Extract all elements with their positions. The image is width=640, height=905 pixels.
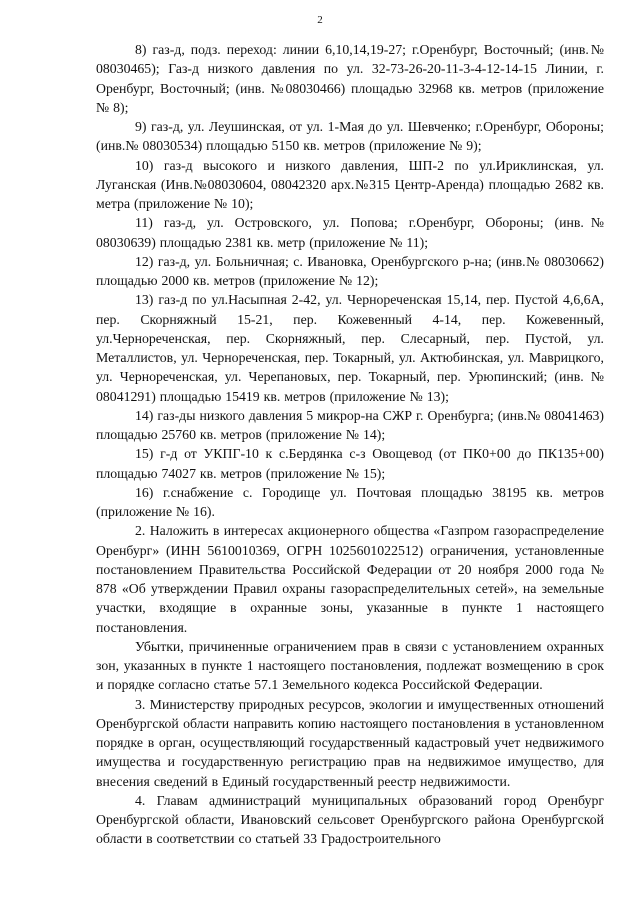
paragraph-item-10: 10) газ-д высокого и низкого давления, ШП-2 по ул.Ириклинская, ул. Луганская (Инв.№08030604, 08042320 арх.№315 Центр-Аренда) площадью 2682 кв. метра (приложение № 10);: [96, 157, 604, 211]
paragraph-damages: Убытки, причиненные ограничением прав в связи с установлением охранных зон, указанных в пункте 1 настоящего постановления, подлежат возмещению в срок и порядке согласно статье 57.1 Земельного кодекса Российской Федерации.: [96, 638, 604, 693]
paragraph-section-4: 4. Главам администраций муниципальных образований город Оренбург Оренбургской области, Ивановский сельсовет Оренбургского района Оренбургской области в соответствии со статьей 33 Градостроительного: [96, 792, 604, 847]
document-body: [96, 40, 604, 849]
paragraph-item-9: 9) газ-д, ул. Леушинская, от ул. 1-Мая до ул. Шевченко; г.Оренбург, Обороны; (инв.№ 08030534) площадью 5150 кв. метров (приложение № 9);: [96, 119, 604, 154]
paragraph-item-8: 8) газ-д, подз. переход: линии 6,10,14,19-27; г.Оренбург, Восточный; (инв.№ 08030465); Газ-д низкого давления по ул. 32-73-26-20-11-3-4-12-14-15 Линии, г. Оренбург, Восточный; (инв. №08030466) площадью 32968 кв. метров (приложение № 8);: [96, 42, 604, 115]
paragraph-section-2: 2. Наложить в интересах акционерного общества «Газпром газораспределение Оренбург» (ИНН 5610010369, ОГРН 1025601022512) ограничения, установленные постановлением Правительства Российской Федерации от 20 ноября 2000 года № 878 «Об утверждении Правил охраны газораспределительных сетей», на земельные участки, входящие в охранные зоны, указанные в пункте 1 настоящего постановления.: [96, 523, 604, 635]
paragraph-item-16: 16) г.снабжение с. Городище ул. Почтовая площадью 38195 кв. метров (приложение № 16).: [96, 484, 604, 519]
paragraph-item-12: 12) газ-д, ул. Больничная; с. Ивановка, Оренбургского р-на; (инв.№ 08030662) площадью 2000 кв. метров (приложение № 12);: [96, 253, 604, 288]
paragraph-item-14: 14) газ-ды низкого давления 5 микрор-на СЖР г. Оренбурга; (инв.№ 08041463) площадью 25760 кв. метров (приложение № 14);: [96, 407, 604, 442]
paragraph-item-11: 11) газ-д, ул. Островского, ул. Попова; г.Оренбург, Обороны; (инв.№ 08030639) площадью 2381 кв. метр (приложение № 11);: [96, 215, 604, 250]
page-number: 2: [317, 14, 323, 26]
paragraph-section-3: 3. Министерству природных ресурсов, экологии и имущественных отношений Оренбургской области направить копию настоящего постановления в установленном порядке в орган, осуществляющий государственный кадастровый учет недвижимого имущества и государственную регистрацию прав на недвижимое имущество, для внесения сведений в Единый государственный реестр недвижимости.: [96, 696, 604, 789]
paragraph-item-15: 15) г-д от УКПГ-10 к с.Бердянка с-з Овощевод (от ПК0+00 до ПК135+00) площадью 74027 кв. метров (приложение № 15);: [96, 446, 604, 481]
paragraph-item-13: 13) газ-д по ул.Насыпная 2-42, ул. Черноречeнская 15,14, пер. Пустой 4,6,6А, пер. Скорняжный 15-21, пер. Кожевенный 4-14, пер. Кожевенный, ул.Черноречeнская, пер. Скорняжный, пер. Слесарный, пер. Пустой, ул. Металлистов, ул. Черноречeнская, пер. Токарный, ул. Актюбинская, ул. Маврицкого, ул. Черноречeнская, ул. Черепановых, пер. Токарный, пер. Урюпинский; (инв. № 08041291) площадью 15419 кв. метров (приложение № 13);: [96, 292, 604, 404]
